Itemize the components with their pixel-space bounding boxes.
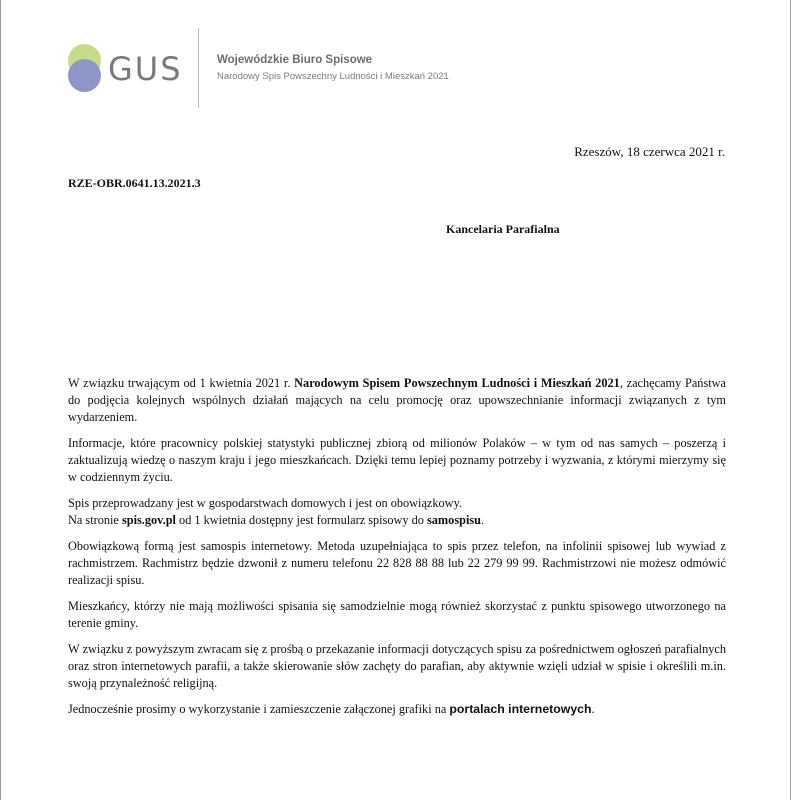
p7-text-c: . [591,702,595,716]
portals-bold: portalach internetowych [449,702,592,716]
p3-text-a: Na stronie [68,513,122,527]
page-border-left [0,0,1,800]
census-name-bold: Narodowym Spisem Powszechnym Ludności i Mieszkań 2021 [294,376,620,390]
p1-text-a: W związku trwającym od 1 kwietnia 2021 r. [68,376,295,390]
spis-link[interactable]: spis.gov.pl [121,513,176,527]
census-subtitle: Narodowy Spis Powszechny Ludności i Mieszkań 2021 [217,71,449,82]
paragraph-obligation [68,495,726,529]
p3-line1: Spis przeprowadzany jest w gospodarstwach domowych i jest on obowiązkowy. [68,496,462,510]
logo-circle-blue [68,59,101,92]
recipient: Kancelaria Parafialna [446,222,560,236]
p3-text-c: od 1 kwietnia dostępny jest formularz spisowy do [175,513,427,527]
samospis-bold: samospisu [427,513,481,527]
paragraph-graphics [68,701,726,718]
letter-body [68,375,726,727]
reference-number: RZE-OBR.0641.13.2021.3 [68,176,201,190]
p7-text-a: Jednocześnie prosimy o wykorzystanie i zamieszczenie załączonej grafiki na [68,702,450,716]
p1-text-c: , zachęcamy Państwa do podjęcia kolejnych wspólnych działań mających na celu promocję oraz upowszechnianie informacji związanych z tym wydarzeniem. [68,376,726,424]
header-divider [198,28,199,108]
paragraph-methods: Obowiązkową formą jest samospis internetowy. Metoda uzupełniająca to spis przez telefon, na infolinii spisowej lub wywiad z rachmistrzem. Rachmistrz będzie dzwonił z numeru telefonu 22 828 88 88 lub 22 279 99 99. Rachmistrzowi nie możesz odmówić realizacji spisu. [68,539,726,587]
paragraph-residents: Mieszkańcy, którzy nie mają możliwości spisania się samodzielnie mogą również skorzystać z punktu spisowego utworzonego na terenie gminy. [68,599,726,630]
gus-logo-icon [66,44,106,92]
place-date: Rzeszów, 18 czerwca 2021 r. [574,144,725,159]
p3-text-e: . [481,513,485,527]
office-name: Wojewódzkie Biuro Spisowe [217,54,373,66]
paragraph-intro [68,375,726,426]
paragraph-information: Informacje, które pracownicy polskiej statystyki publicznej zbiorą od milionów Polaków – w tym od nas samych – poszerzą i zaktualizują wiedzę o naszym kraju i jego mieszkańcach. Dzięki temu lepiej poznamy potrzeby i wyzwania, z którymi mierzymy się w codziennym życiu. [68,436,726,484]
logo-text: GUS [108,50,183,88]
paragraph-request: W związku z powyższym zwracam się z prośbą o przekazanie informacji dotyczących spisu za pośrednictwem ogłoszeń parafialnych oraz stron internetowych parafii, a także skierowanie słów zachęty do parafian, aby aktywnie wzięli udział w spisie i określili m.in. swoją przynależność religijną. [68,642,726,690]
